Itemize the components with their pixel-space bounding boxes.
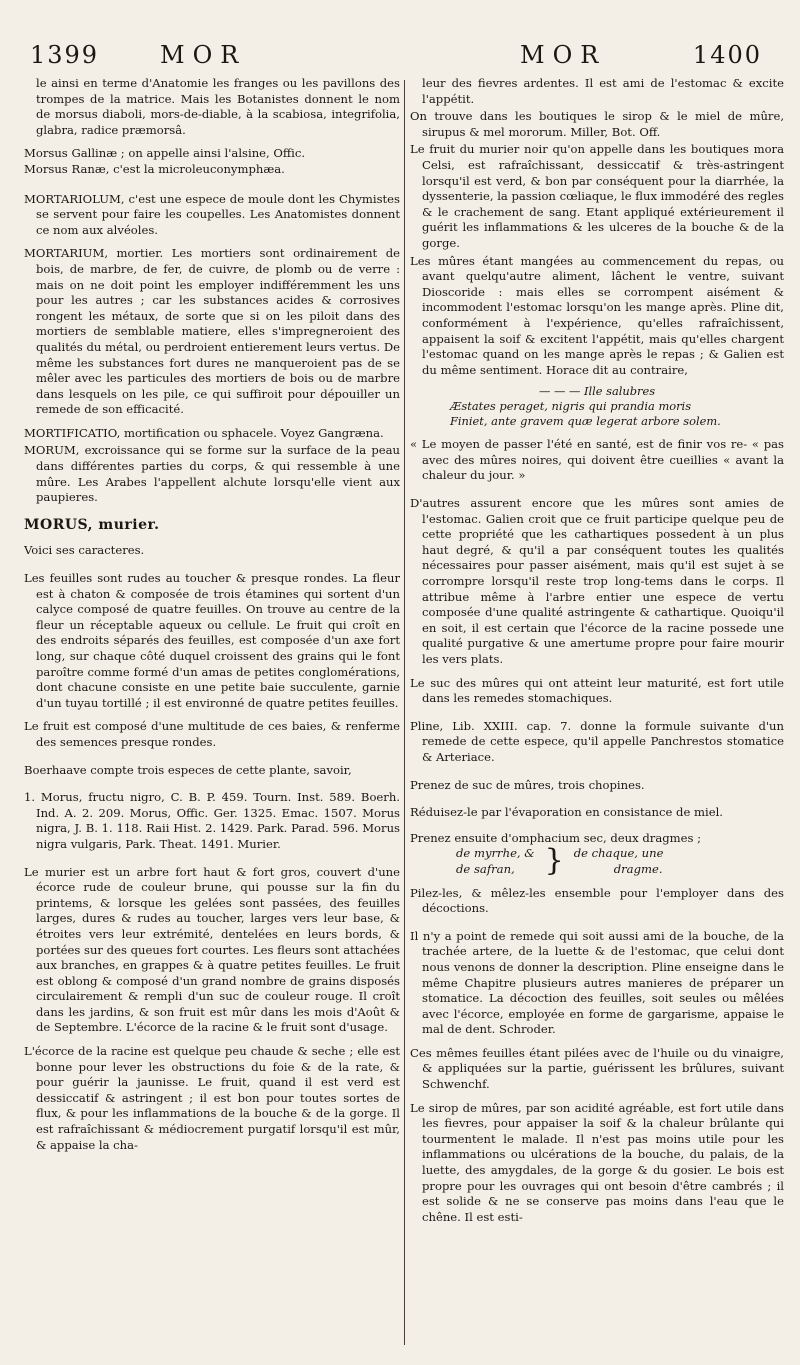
- recipe-ingredients: [410, 843, 784, 879]
- paragraph: Le fruit du murier noir qu'on appelle dans les boutiques mora Celsi, est rafraîchissant, dessiccatif & très-astringent lorsqu'il est verd, & bon par conséquent pour la diarrhée, la dyssenterie, la passion cœliaque, le flux immodéré des regles & le crachement de sang. Etant appliqué extérieurement il guérit les inflammations & les ulceres de la bouche & de la gorge.: [410, 142, 784, 250]
- right-column: [410, 76, 784, 1356]
- paragraph: le ainsi en terme d'Anatomie les franges ou les pavillons des trompes de la matrice. Mais les Botanistes donnent le nom de morsus diaboli, mors-de-diable, à la scabiosa, integrifolia, glabra, radice præmorsâ.: [36, 76, 400, 137]
- paragraph: Les mûres étant mangées au commencement du repas, ou avant quelqu'autre aliment, lâchent le ventre, suivant Dioscoride : mais elles se corrompent aisément & incommodent l'estomac lorsqu'on les mange après. Pline dit, conformément à l'expérience, qu'elles rafraîchissent, appaisent la soif & excitent l'appétit, mais qu'elles chargent l'estomac quand on les mange après le repas ; & Galien est du même sentiment. Horace dit au contraire,: [410, 253, 784, 377]
- verse-line: Æstates peraget, nigris qui prandia moris: [450, 399, 692, 414]
- paragraph: L'écorce de la racine est quelque peu chaude & seche ; elle est bonne pour lever les obstructions du foie & de la rate, & pour guérir la jaunisse. Le fruit, quand il est verd est dessiccatif & astringent ; il est bon pour toutes sortes de flux, & pour les inflammations de la bouche & de la gorge. Il est rafraîchissant & médiocrement purgatif lorsqu'il est mûr, & appaise la cha-: [24, 1044, 400, 1152]
- entry-mortarium: MORTARIUM, mortier. Les mortiers sont ordinairement de bois, de marbre, de fer, de cuivre, de plomb ou de verre : mais on ne doit point les employer indifféremment les uns pour les autres ; car les substances acides & corrosives rongent les métaux, de sorte que si on les piloit dans des mortiers de semblable matiere, elles s'impregneroient des qualités du métal, ou perdroient entierement leurs vertus. De même les substances fort dures ne manqueroient pas de se mêler avec les particules des mortiers de bois ou de marbre dans lesquels on les pile, ce qui suffiroit pour dépouiller un remede de son efficacité.: [24, 246, 400, 417]
- paragraph: Le murier est un arbre fort haut & fort gros, couvert d'une écorce rude de couleur brune, qui pousse sur la fin du printems, & lorsque les gelées sont passées, des feuilles larges, dures & rudes au toucher, larges vers leur base, & étroites vers leur extrémité, dentelées en leurs bords, & portées sur des queues fort courtes. Les fleurs sont attachées aux branches, en grappes & à quatre petites feuilles. Le fruit est oblong & composé d'un grand nombre de grains disposés circulairement & rempli d'un suc de couleur rouge. Il croît dans les jardins, & son fruit est mûr dans les mois d'Août & de Septembre. L'écorce de la racine & le fruit sont d'usage.: [24, 864, 400, 1035]
- paragraph: Voici ses caracteres.: [24, 543, 145, 558]
- column-divider: [404, 80, 405, 1345]
- paragraph: Le fruit est composé d'une multitude de ces baies, & renferme des semences presque rondes.: [24, 719, 400, 749]
- entry-mortariolum: MORTARIOLUM, c'est une espece de moule dont les Chymistes se servent pour faire les coupelles. Les Anatomistes donnent ce nom aux alvéoles.: [24, 191, 400, 237]
- verse-line: Finiet, ante gravem quæ legerat arbore solem.: [450, 414, 721, 429]
- verse-line: — — — Ille salubres: [538, 384, 656, 399]
- entry-morus: MORUS, murier.: [24, 516, 160, 533]
- recipe-step: Réduisez-le par l'évaporation en consistance de miel.: [410, 805, 723, 820]
- translated-quote: « Le moyen de passer l'été en santé, est de finir vos re- « pas avec des mûres noires, qui doivent être cueillies « avant la chaleur du jour. »: [410, 437, 784, 483]
- page-number-right: 1400: [692, 41, 762, 69]
- recipe-line: Prenez ensuite d'omphacium sec, deux dragmes ;: [410, 830, 702, 845]
- dose-line: de chaque, une: [573, 846, 664, 861]
- ingredient: de myrrhe, &: [456, 846, 535, 861]
- left-column: [24, 76, 400, 1356]
- paragraph: Les feuilles sont rudes au toucher & presque rondes. La fleur est à chaton & composée de trois étamines qui sortent d'un calyce composé de quatre feuilles. On trouve au centre de la fleur un réceptable aqueux ou cellule. Le fruit qui croît en des endroits séparés des feuilles, est composée d'un axe fort long, sur chaque côté duquel croissent des grains qui le font paroître comme formé d'un amas de petites conglomérations, dont chacune consiste en une petite baie succulente, garnie d'un tuyau tortillé ; il est environné de quatre petites feuilles.: [24, 571, 400, 710]
- dose-note: [574, 846, 664, 877]
- guide-word-left: MOR: [160, 41, 247, 69]
- paragraph: Boerhaave compte trois especes de cette plante, savoir,: [24, 762, 352, 777]
- paragraph: D'autres assurent encore que les mûres sont amies de l'estomac. Galien croit que ce fruit participe quelque peu de cette propriété que les cathartiques possedent à un plus haut degré, & qu'il a par conséquent toutes les qualités nécessaires pour passer aisément, mais qu'il est sujet à se corrompre lorsqu'il reste trop long-tems dans le corps. Il attribue même à l'arbre entier une espece de vertu composée d'une qualité astringente & cathartique. Quoiqu'il en soit, il est certain que l'écorce de la racine possede une qualité purgative & une amertume propre pour faire mourir les vers plats.: [410, 496, 784, 666]
- paragraph: leur des fievres ardentes. Il est ami de l'estomac & excite l'appétit.: [422, 76, 784, 106]
- brace-symbol: }: [544, 843, 564, 879]
- recipe-step: Prenez de suc de mûres, trois chopines.: [410, 777, 645, 792]
- dose-line: dragme.: [613, 861, 663, 876]
- paragraph: Ces mêmes feuilles étant pilées avec de l'huile ou du vinaigre, & appliquées sur la partie, guérissent les brûlures, suivant Schwenchf.: [410, 1045, 784, 1092]
- ingredient: de safran,: [456, 861, 515, 876]
- paragraph: Pline, Lib. XXIII. cap. 7. donne la formule suivante d'un remede de cette espece, qu'il appelle Panchrestos stomatice & Arteriace.: [410, 718, 784, 764]
- paragraph: On trouve dans les boutiques le sirop & le miel de mûre, sirupus & mel mororum. Miller, Bot. Off.: [410, 109, 784, 139]
- ingredient-list: [410, 846, 535, 877]
- species-list-item: 1. Morus, fructu nigro, C. B. P. 459. Tourn. Inst. 589. Boerh. Ind. A. 2. 209. Morus, Offic. Ger. 1325. Emac. 1507. Morus nigra, J. B. 1. 118. Raii Hist. 2. 1429. Park. Parad. 596. Morus nigra vulgaris, Park. Theat. 1491. Murier.: [24, 790, 400, 851]
- recipe-block: [410, 831, 784, 878]
- entry-mortificatio: MORTIFICATIO, mortification ou sphacele. Voyez Gangræna.: [24, 425, 384, 440]
- entry-morum: MORUM, excroissance qui se forme sur la surface de la peau dans différentes parties du corps, & qui ressemble à une mûre. Les Arabes l'appellent alchute lorsqu'elle vient aux paupieres.: [24, 443, 400, 505]
- guide-word-right: MOR: [520, 41, 607, 69]
- paragraph: Morsus Gallinæ ; on appelle ainsi l'alsine, Offic.: [24, 146, 306, 161]
- paragraph: Il n'y a point de remede qui soit aussi ami de la bouche, de la trachée artere, de la luette & de l'estomac, que celui dont nous venons de donner la description. Pline enseigne dans le même Chapitre plusieurs autres manieres de préparer un stomatice. La décoction des feuilles, soit seules ou mêlées avec l'écorce, employée en forme de gargarisme, appaise le mal de dent. Schroder.: [410, 928, 784, 1037]
- paragraph: Le sirop de mûres, par son acidité agréable, est fort utile dans les fievres, pour appaiser la soif & la chaleur brûlante qui tourmentent le malade. Il n'est pas moins utile pour les inflammations ou ulcérations de la bouche, du palais, de la luette, des amygdales, de la gorge & du gosier. Le bois est propre pour les ouvrages qui ont besoin d'être cambrés ; il est solide & ne se conserve pas moins dans l'eau que le chêne. Il est esti-: [410, 1100, 784, 1224]
- paragraph: Pilez-les, & mêlez-les ensemble pour l'employer dans des décoctions.: [410, 885, 784, 916]
- page-number-left: 1399: [30, 41, 100, 69]
- paragraph: Morsus Ranæ, c'est la microleuconymphæa.: [24, 161, 285, 176]
- latin-verse: [450, 384, 784, 429]
- paragraph: Le suc des mûres qui ont atteint leur maturité, est fort utile dans les remedes stomachiques.: [410, 675, 784, 706]
- running-header: [0, 40, 800, 80]
